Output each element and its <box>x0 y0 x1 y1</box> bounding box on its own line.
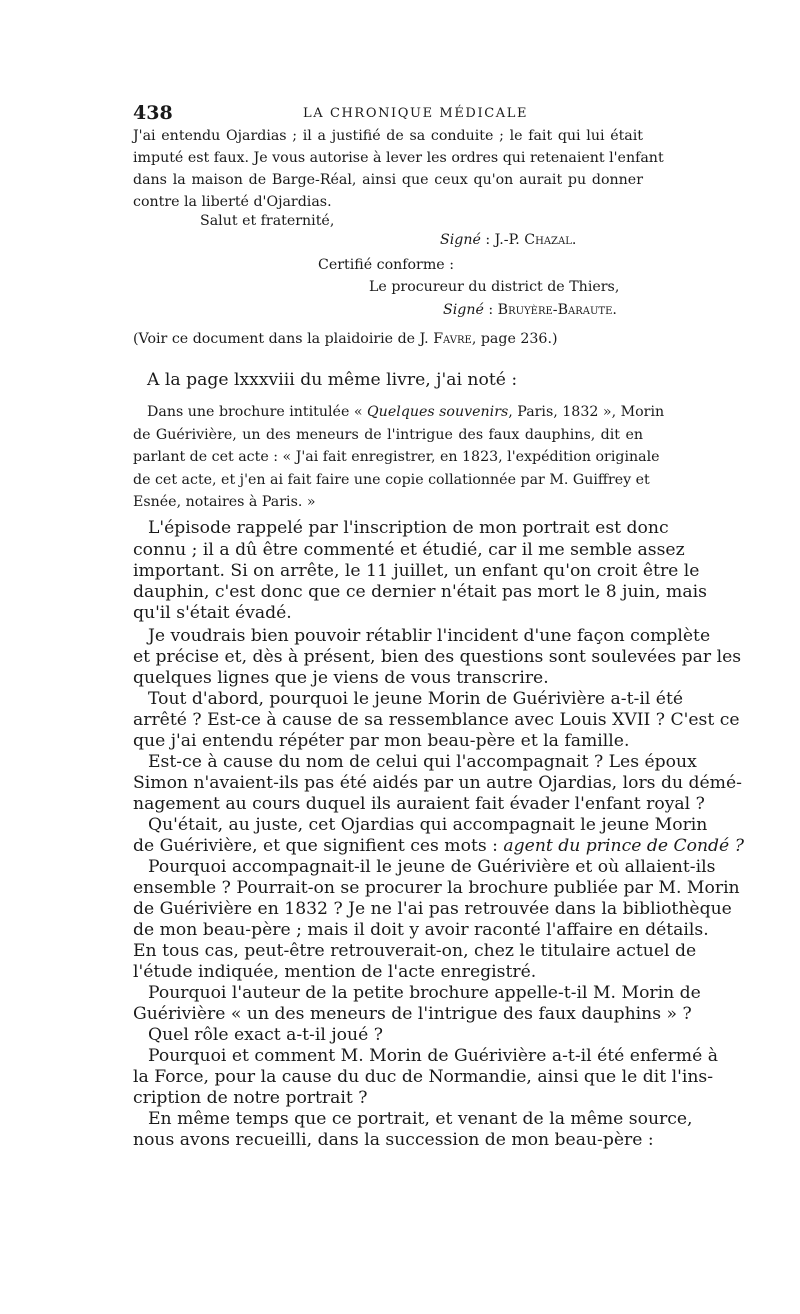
body-line: de Guérivière en 1832 ? Je ne l'ai pas retrouvée dans la bibliothèque <box>133 899 732 919</box>
body-line: qu'il s'était évadé. <box>133 603 292 623</box>
page-header <box>133 102 643 126</box>
body-line: dauphin, c'est donc que ce dernier n'était pas mort le 8 juin, mais <box>133 582 707 602</box>
quote-line: Dans une brochure intitulée « Quelques souvenirs, Paris, 1832 », Morin <box>147 404 665 420</box>
body-line: Quel rôle exact a-t-il joué ? <box>148 1025 383 1045</box>
body-line: nagement au cours duquel ils auraient fait évader l'enfant royal ? <box>133 794 705 814</box>
body-line: ensemble ? Pourrait-on se procurer la brochure publiée par M. Morin <box>133 878 740 898</box>
reference-note: (Voir ce document dans la plaidoirie de J. Favre, page 236.) <box>133 331 558 347</box>
quote-line: de Guérivière, un des meneurs de l'intrigue des faux dauphins, dit en <box>133 427 643 443</box>
letter-line: imputé est faux. Je vous autorise à lever les ordres qui retenaient l'enfant <box>133 150 664 166</box>
body-line: important. Si on arrête, le 11 juillet, un enfant qu'on croit être le <box>133 561 700 581</box>
body-line: la Force, pour la cause du duc de Normandie, ainsi que le dit l'ins- <box>133 1067 714 1087</box>
body-line: Est-ce à cause du nom de celui qui l'accompagnait ? Les époux <box>148 752 697 772</box>
body-line: En tous cas, peut-être retrouverait-on, chez le titulaire actuel de <box>133 941 697 961</box>
body-line: Pourquoi et comment M. Morin de Guérivière a-t-il été enfermé à <box>148 1046 718 1066</box>
procureur-line: Le procureur du district de Thiers, <box>369 279 620 295</box>
signature-chazal <box>440 232 576 248</box>
body-line: L'épisode rappelé par l'inscription de mon portrait est donc <box>148 518 669 538</box>
body-line: Qu'était, au juste, cet Ojardias qui accompagnait le jeune Morin <box>148 815 708 835</box>
body-line: et précise et, dès à présent, bien des questions sont soulevées par les <box>133 647 742 667</box>
body-line: l'étude indiquée, mention de l'acte enregistré. <box>133 962 537 982</box>
body-line: Guérivière « un des meneurs de l'intrigue des faux dauphins » ? <box>133 1004 692 1024</box>
quote-line: de cet acte, et j'en ai fait faire une copie collationnée par M. Guiffrey et <box>133 472 650 488</box>
body-line: Tout d'abord, pourquoi le jeune Morin de Guérivière a-t-il été <box>148 689 684 709</box>
body-line: Pourquoi accompagnait-il le jeune de Guérivière et où allaient-ils <box>148 857 716 877</box>
letter-line: contre la liberté d'Ojardias. <box>133 194 332 210</box>
page-number: 438 <box>133 102 173 124</box>
condé-quote: agent du prince de Condé ? <box>503 836 744 856</box>
body-line: Pourquoi l'auteur de la petite brochure appelle-t-il M. Morin de <box>148 983 701 1003</box>
body-line: de Guérivière, et que signifient ces mots : agent du prince de Condé ? <box>133 836 744 856</box>
running-title: LA CHRONIQUE MÉDICALE <box>303 106 529 121</box>
quote-line: Esnée, notaires à Paris. » <box>133 494 316 510</box>
quote-line: parlant de cet acte : « J'ai fait enregistrer, en 1823, l'expédition originale <box>133 449 660 465</box>
body-line: que j'ai entendu répéter par mon beau-père et la famille. <box>133 731 630 751</box>
body-line: quelques lignes que je viens de vous transcrire. <box>133 668 549 688</box>
body-line: arrêté ? Est-ce à cause de sa ressemblance avec Louis XVII ? C'est ce <box>133 710 740 730</box>
intro-line: A la page lxxxviii du même livre, j'ai noté : <box>147 370 518 390</box>
signature-label: Signé <box>440 232 481 248</box>
brochure-title: Quelques souvenirs <box>367 404 509 420</box>
letter-line: dans la maison de Barge-Réal, ainsi que ceux qu'on aurait pu donner <box>133 172 643 188</box>
signature-label: Signé <box>443 302 484 318</box>
salutation: Salut et fraternité, <box>200 213 335 229</box>
signature-name: : J.-P. Chazal. <box>485 232 577 248</box>
body-line: Simon n'avaient-ils pas été aidés par un autre Ojardias, lors du démé- <box>133 773 742 793</box>
reference-author: Favre <box>433 331 472 347</box>
signature-bruyere <box>443 302 617 318</box>
signature-name: : Bruyère-Baraute. <box>488 302 617 318</box>
certified-line: Certifié conforme : <box>318 257 454 273</box>
body-line: Je voudrais bien pouvoir rétablir l'incident d'une façon complète <box>148 626 711 646</box>
body-line: En même temps que ce portrait, et venant de la même source, <box>148 1109 693 1129</box>
body-line: nous avons recueilli, dans la succession de mon beau-père : <box>133 1130 654 1150</box>
body-line: de mon beau-père ; mais il doit y avoir raconté l'affaire en détails. <box>133 920 709 940</box>
body-line: connu ; il a dû être commenté et étudié, car il me semble assez <box>133 540 685 560</box>
body-line: cription de notre portrait ? <box>133 1088 368 1108</box>
letter-line: J'ai entendu Ojardias ; il a justifié de sa conduite ; le fait qui lui était <box>133 128 643 144</box>
